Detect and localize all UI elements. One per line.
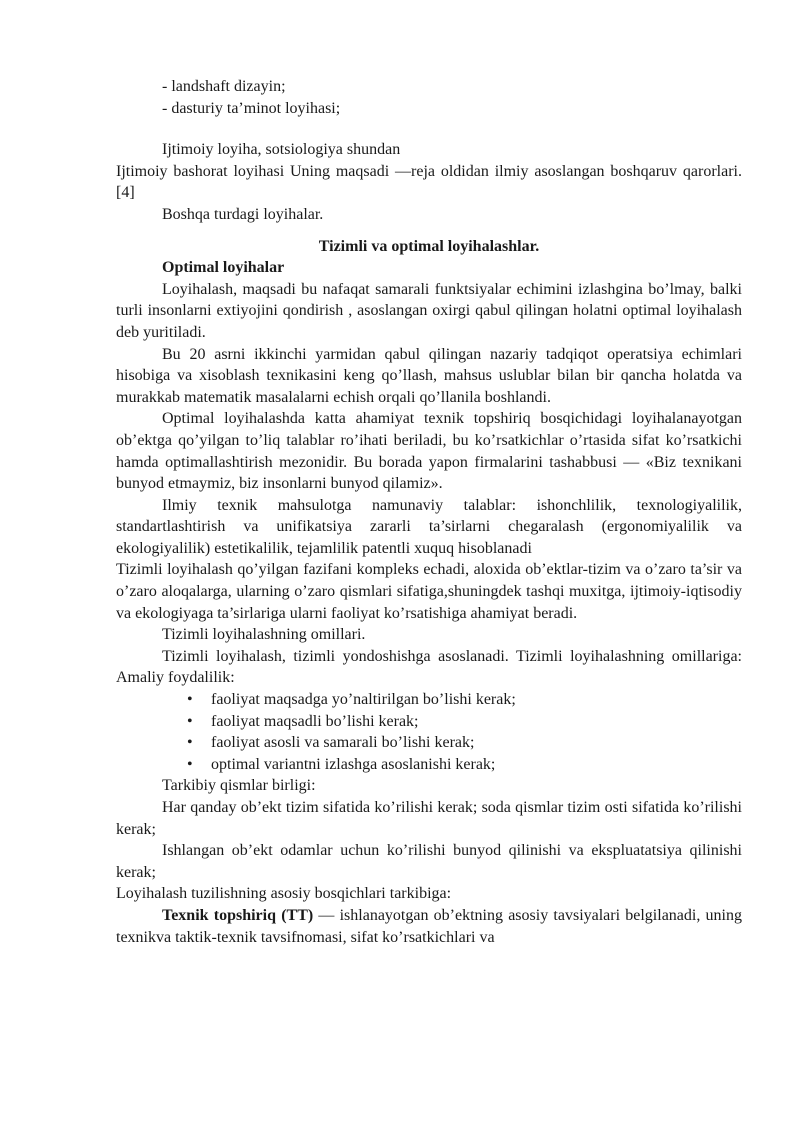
subheading-optimal: Optimal loyihalar	[162, 259, 285, 277]
list-line-landscape: - landshaft dizayin;	[162, 78, 286, 95]
bullet-icon: •	[187, 755, 193, 773]
paragraph-social-project: Ijtimoiy loyiha, sotsiologiya shundan	[162, 141, 401, 159]
paragraph-system-design: Tizimli loyihalash qo’yilgan fazifani kompleks echadi, aloxida ob’ektlar-tizim va o’zaro ta’sir va o’zaro aloqalarga, ularning o’zaro qismlari sifatiga,shuningdek tashqi muxitga, ijtimoiy-iqtisodiy va ekologiyaga ta’sirlariga ularni faoliyat ko’rsatishiga ahamiyat beradi.	[116, 561, 742, 622]
section-heading: Tizimli va optimal loyihalashlar.	[318, 237, 540, 255]
paragraph-other-projects: Boshqa turdagi loyihalar.	[162, 205, 324, 223]
list-line-software: - dasturiy ta’minot loyihasi;	[162, 99, 341, 117]
paragraph-requirements: Ilmiy texnik mahsulotga namunaviy talablar: ishonchlilik, texnologiyalilik, standartlashtirish va unifikatsiya zararli ta’sirlarni chegaralash (ergonomiyalilik va ekologiyalilik) estetikalilik, tejamlilik patentli xuquq hisoblanadi	[116, 496, 742, 557]
paragraph-object-for-people: Ishlangan ob’ekt odamlar uchun ko’rilishi bunyod qilinishi va ekspluatatsiya qilinishi kerak;	[116, 842, 742, 881]
paragraph-system-factors: Tizimli loyihalashning omillari.	[162, 626, 366, 644]
list-item: • faoliyat asosli va samarali bo’lishi kerak;	[116, 732, 742, 754]
paragraph-design-goal: Loyihalash, maqsadi bu nafaqat samarali funktsiyalar echimini izlashgina bo’lmay, balki turli insonlarni extiyojini qondirish , asoslangan oxirgi qabul qilingan holatni optimal loyihalash deb yuritiladi.	[116, 280, 742, 341]
list-item: • faoliyat maqsadga yo’naltirilgan bo’lishi kerak;	[116, 689, 742, 711]
bullet-list	[116, 689, 742, 775]
paragraph-social-forecast: Ijtimoiy bashorat loyihasi Uning maqsadi —reja oldidan ilmiy asoslangan boshqaruv qarorlari.[4]	[116, 162, 742, 202]
term-technical-task: Texnik topshiriq (TT)	[162, 906, 314, 924]
list-item: • faoliyat maqsadli bo’lishi kerak;	[116, 711, 742, 733]
paragraph-object-as-system: Har qanday ob’ekt tizim sifatida ko’rilishi kerak; soda qismlar tizim osti sifatida ko’rilishi kerak;	[116, 799, 742, 838]
paragraph-history: Bu 20 asrni ikkinchi yarmidan qabul qilingan nazariy tadqiqot operatsiya echimlari hisobiga va xisoblash texnikasini keng qo’llash, mahsus uslublar bilan bir qancha holatda va murakkab matematik masalalarni echish orqali qo’llanila boshlandi.	[116, 345, 742, 406]
list-item: • optimal variantni izlashga asoslanishi kerak;	[116, 754, 742, 776]
paragraph-system-approach: Tizimli loyihalash, tizimli yondoshishga asoslanadi. Tizimli loyihalashning omillariga: Amaliy foydalilik:	[116, 647, 742, 687]
document-page	[116, 76, 742, 948]
paragraph-design-stages: Loyihalash tuzilishning asosiy bosqichlari tarkibiga:	[116, 885, 452, 903]
bullet-icon: •	[187, 712, 193, 730]
paragraph-technical-task: Texnik topshiriq (TT) — ishlanayotgan ob’ektning asosiy tavsiyalari belgilanadi, uning texnikva taktik-texnik tavsifnomasi, sifat ko’rsatkichlari va	[116, 906, 742, 946]
bullet-icon: •	[187, 734, 193, 752]
bullet-icon: •	[187, 691, 193, 709]
spacer	[116, 119, 742, 139]
paragraph-optimal-design: Optimal loyihalashda katta ahamiyat texnik topshiriq bosqichidagi loyihalanayotgan ob’ektga qo’yilgan to’liq talablar ro’ihati beriladi, bu ko’rsatkichlar o’rtasida sifat ko’rsatkichi hamda optimallashtirish mezonidir. Bu borada yapon firmalarini tashabbusi — «Biz texnikani bunyod etmaymiz, biz insonlarni bunyod qilamiz».	[116, 410, 742, 493]
paragraph-components-unity: Tarkibiy qismlar birligi:	[162, 777, 316, 795]
